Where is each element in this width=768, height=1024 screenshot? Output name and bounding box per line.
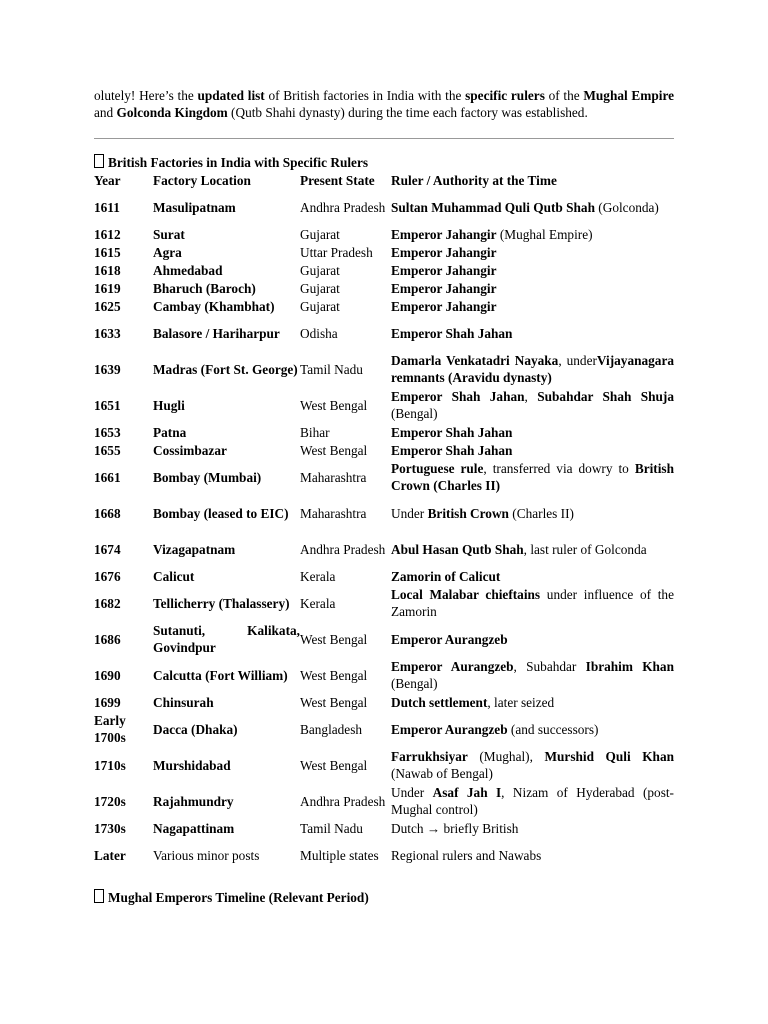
cell-location: Nagapattinam: [153, 820, 235, 836]
ruler-name: Emperor Shah Jahan: [391, 424, 513, 440]
cell-ruler: [391, 585, 674, 621]
ruler-note: (Bengal): [391, 676, 438, 691]
cell-location: Madras (Fort St. George): [153, 361, 298, 377]
cell-location: Calicut: [153, 568, 195, 584]
cell-location: Cossimbazar: [153, 442, 227, 458]
ruler-name: British Crown (Charles II): [391, 461, 674, 493]
intro-bold: Mughal Empire: [583, 88, 675, 103]
ruler-note: , later seized: [487, 694, 555, 710]
section-heading-timeline: [94, 889, 369, 906]
cell-location: Chinsurah: [153, 694, 214, 710]
table-row: [94, 693, 674, 711]
cell-year: 1625: [94, 298, 121, 314]
column-header-year: Year: [94, 173, 121, 188]
table-row: [94, 243, 674, 261]
table-row: [94, 531, 674, 567]
table-row: [94, 261, 674, 279]
cell-year: 1619: [94, 280, 121, 296]
factories-table: [94, 172, 674, 873]
ruler-name: Emperor Shah Jahan: [391, 389, 525, 404]
table-row: [94, 621, 674, 657]
cell-state: West Bengal: [300, 694, 368, 710]
cell-year: Early 1700s: [94, 713, 126, 745]
ruler-note: (Mughal Empire): [496, 226, 593, 242]
ruler-note: (Nawab of Bengal): [391, 766, 493, 781]
cell-location: Hugli: [153, 397, 185, 413]
cell-ruler: [391, 711, 674, 747]
cell-state: West Bengal: [300, 757, 368, 773]
cell-location: Ahmedabad: [153, 262, 223, 278]
cell-state: West Bengal: [300, 397, 368, 413]
cell-location: Dacca (Dhaka): [153, 721, 238, 737]
ruler-note: (and successors): [507, 721, 599, 737]
column-header-ruler: Ruler / Authority at the Time: [391, 173, 557, 188]
cell-location: Murshidabad: [153, 757, 231, 773]
cell-year: 1699: [94, 694, 121, 710]
cell-ruler: [391, 783, 674, 819]
table-row: [94, 297, 674, 315]
cell-ruler: [391, 459, 674, 495]
ruler-name: Damarla Venkatadri Nayaka: [391, 353, 559, 368]
intro-bold: updated list: [197, 88, 265, 103]
ruler-name: Emperor Shah Jahan: [391, 325, 513, 341]
table-row: [94, 423, 674, 441]
cell-state: Multiple states: [300, 847, 379, 863]
cell-state: Gujarat: [300, 262, 340, 278]
cell-state: Odisha: [300, 325, 338, 341]
cell-state: Andhra Pradesh: [300, 199, 386, 215]
cell-ruler: [391, 531, 674, 567]
ruler-note: , Nizam of Hyderabad (post-Mughal control): [391, 785, 674, 817]
ruler-name: Emperor Aurangzeb: [391, 721, 508, 737]
cell-ruler: [391, 693, 674, 711]
cell-ruler: [391, 567, 674, 585]
ruler-note: Regional rulers and Nawabs: [391, 847, 542, 863]
ruler-name: Emperor Jahangir: [391, 262, 497, 278]
ruler-name: Emperor Shah Jahan: [391, 442, 513, 458]
cell-state: Tamil Nadu: [300, 820, 363, 836]
cell-state: Kerala: [300, 595, 336, 611]
cell-state: Gujarat: [300, 298, 340, 314]
ruler-note: Dutch → briefly British: [391, 820, 519, 836]
ruler-name: British Crown: [427, 505, 509, 521]
cell-state: Bangladesh: [300, 721, 363, 737]
ruler-note: (Mughal),: [467, 749, 545, 764]
cell-state: Gujarat: [300, 226, 340, 242]
ruler-note: (Golconda): [594, 199, 659, 215]
cell-ruler: [391, 819, 674, 837]
intro-text: (Qutb Shahi dynasty) during the time each factory was established.: [227, 105, 588, 120]
table-row: [94, 837, 674, 873]
ruler-name: Abul Hasan Qutb Shah: [391, 541, 524, 557]
cell-state: Uttar Pradesh: [300, 244, 373, 260]
cell-location: Surat: [153, 226, 185, 242]
cell-year: 1615: [94, 244, 121, 260]
table-row: [94, 279, 674, 297]
cell-state: West Bengal: [300, 631, 368, 647]
cell-year: 1690: [94, 667, 121, 683]
cell-ruler: [391, 261, 674, 279]
cell-location: Vizagapatnam: [153, 541, 236, 557]
ruler-note: , under: [558, 353, 597, 368]
ruler-note: , Subahdar: [513, 659, 586, 674]
cell-ruler: [391, 297, 674, 315]
cell-year: 1676: [94, 568, 121, 584]
ruler-name: Asaf Jah I: [432, 785, 502, 800]
cell-year: 1720s: [94, 793, 126, 809]
table-row: [94, 585, 674, 621]
cell-ruler: [391, 621, 674, 657]
horizontal-rule: [94, 138, 674, 139]
cell-ruler: [391, 495, 674, 531]
cell-ruler: [391, 837, 674, 873]
cell-state: Tamil Nadu: [300, 361, 363, 377]
cell-year: 1686: [94, 631, 121, 647]
table-row: [94, 711, 674, 747]
cell-location: Patna: [153, 424, 187, 440]
cell-location: Agra: [153, 244, 182, 260]
ruler-name: Farrukhsiyar: [391, 749, 468, 764]
cell-state: Andhra Pradesh: [300, 541, 386, 557]
ruler-name: Murshid Quli Khan: [544, 749, 674, 764]
cell-location: Sutanuti, Kalikata, Govindpur: [153, 623, 300, 655]
ruler-note: , last ruler of Golconda: [523, 541, 647, 557]
cell-location: Bombay (leased to EIC): [153, 505, 289, 521]
intro-bold: specific rulers: [465, 88, 545, 103]
cell-year: Later: [94, 847, 126, 863]
intro-text: olutely! Here’s the: [94, 88, 198, 103]
ruler-name: Emperor Jahangir: [391, 244, 497, 260]
ruler-note: (Bengal): [391, 406, 438, 421]
table-row: [94, 819, 674, 837]
cell-location: Various minor posts: [153, 847, 260, 863]
cell-location: Rajahmundry: [153, 793, 234, 809]
cell-year: 1633: [94, 325, 121, 341]
cell-location: Bharuch (Baroch): [153, 280, 256, 296]
cell-year: 1655: [94, 442, 121, 458]
table-row: [94, 657, 674, 693]
ruler-name: Sultan Muhammad Quli Qutb Shah: [391, 199, 595, 215]
table-row: [94, 783, 674, 819]
cell-year: 1611: [94, 199, 120, 215]
cell-ruler: [391, 747, 674, 783]
cell-year: 1682: [94, 595, 121, 611]
cell-location: Tellicherry (Thalassery): [153, 595, 290, 611]
column-header-state: Present State: [300, 173, 375, 188]
cell-year: 1730s: [94, 820, 126, 836]
cell-state: West Bengal: [300, 442, 368, 458]
missing-glyph-icon: [94, 154, 104, 168]
cell-ruler: [391, 243, 674, 261]
cell-state: Maharashtra: [300, 505, 367, 521]
cell-ruler: [391, 279, 674, 297]
ruler-name: Emperor Jahangir: [391, 280, 497, 296]
cell-ruler: [391, 441, 674, 459]
table-row: [94, 747, 674, 783]
cell-year: 1653: [94, 424, 121, 440]
cell-state: West Bengal: [300, 667, 368, 683]
table-header-row: [94, 172, 674, 189]
intro-text: of British factories in India with the: [264, 88, 466, 103]
cell-year: 1661: [94, 469, 121, 485]
cell-year: 1674: [94, 541, 121, 557]
ruler-note: Under: [391, 785, 433, 800]
ruler-name: Dutch settlement: [391, 694, 488, 710]
cell-location: Balasore / Hariharpur: [153, 325, 280, 341]
table-row: [94, 189, 674, 225]
table-row: [94, 225, 674, 243]
intro-text: and: [94, 105, 117, 120]
cell-ruler: [391, 387, 674, 423]
cell-year: 1612: [94, 226, 121, 242]
cell-year: 1651: [94, 397, 121, 413]
cell-ruler: [391, 315, 674, 351]
cell-state: Bihar: [300, 424, 330, 440]
intro-paragraph: [94, 87, 674, 121]
table-row: [94, 387, 674, 423]
ruler-note: under influence of the Zamorin: [391, 587, 674, 619]
table-row: [94, 459, 674, 495]
ruler-name: Vijayanagara remnants (Aravidu dynasty): [391, 353, 674, 385]
intro-bold: Golconda Kingdom: [116, 105, 228, 120]
ruler-name: Zamorin of Calicut: [391, 568, 501, 584]
table-row: [94, 495, 674, 531]
missing-glyph-icon: [94, 889, 104, 903]
table-row: [94, 351, 674, 387]
cell-location: Bombay (Mumbai): [153, 469, 262, 485]
cell-location: Calcutta (Fort William): [153, 667, 288, 683]
ruler-name: Local Malabar chieftains: [391, 587, 541, 602]
ruler-name: Emperor Jahangir: [391, 226, 497, 242]
section-heading-text: Mughal Emperors Timeline (Relevant Period): [108, 890, 369, 905]
cell-ruler: [391, 225, 674, 243]
ruler-name: Emperor Jahangir: [391, 298, 497, 314]
ruler-note: , transferred via dowry to: [483, 461, 635, 476]
table-body: [94, 189, 674, 873]
table-row: [94, 441, 674, 459]
cell-year: 1710s: [94, 757, 126, 773]
cell-year: 1618: [94, 262, 121, 278]
cell-ruler: [391, 657, 674, 693]
ruler-note: (Charles II): [508, 505, 574, 521]
ruler-name: Portuguese rule: [391, 461, 484, 476]
ruler-name: Ibrahim Khan: [585, 659, 674, 674]
section-heading-text: British Factories in India with Specific Rulers: [108, 155, 369, 170]
cell-year: 1639: [94, 361, 121, 377]
intro-text: of the: [544, 88, 584, 103]
ruler-note: Under: [391, 505, 428, 521]
cell-location: Cambay (Khambhat): [153, 298, 275, 314]
ruler-name: Subahdar Shah Shuja: [537, 389, 674, 404]
table-row: [94, 315, 674, 351]
cell-state: Kerala: [300, 568, 336, 584]
cell-ruler: [391, 423, 674, 441]
table-row: [94, 567, 674, 585]
section-heading-factories: [94, 154, 368, 171]
column-header-location: Factory Location: [153, 173, 251, 188]
cell-state: Maharashtra: [300, 469, 367, 485]
cell-year: 1668: [94, 505, 121, 521]
cell-ruler: [391, 189, 674, 225]
ruler-name: Emperor Aurangzeb: [391, 659, 514, 674]
cell-state: Andhra Pradesh: [300, 793, 386, 809]
cell-state: Gujarat: [300, 280, 340, 296]
ruler-name: Emperor Aurangzeb: [391, 631, 508, 647]
cell-location: Masulipatnam: [153, 199, 236, 215]
cell-ruler: [391, 351, 674, 387]
ruler-note: ,: [524, 389, 538, 404]
